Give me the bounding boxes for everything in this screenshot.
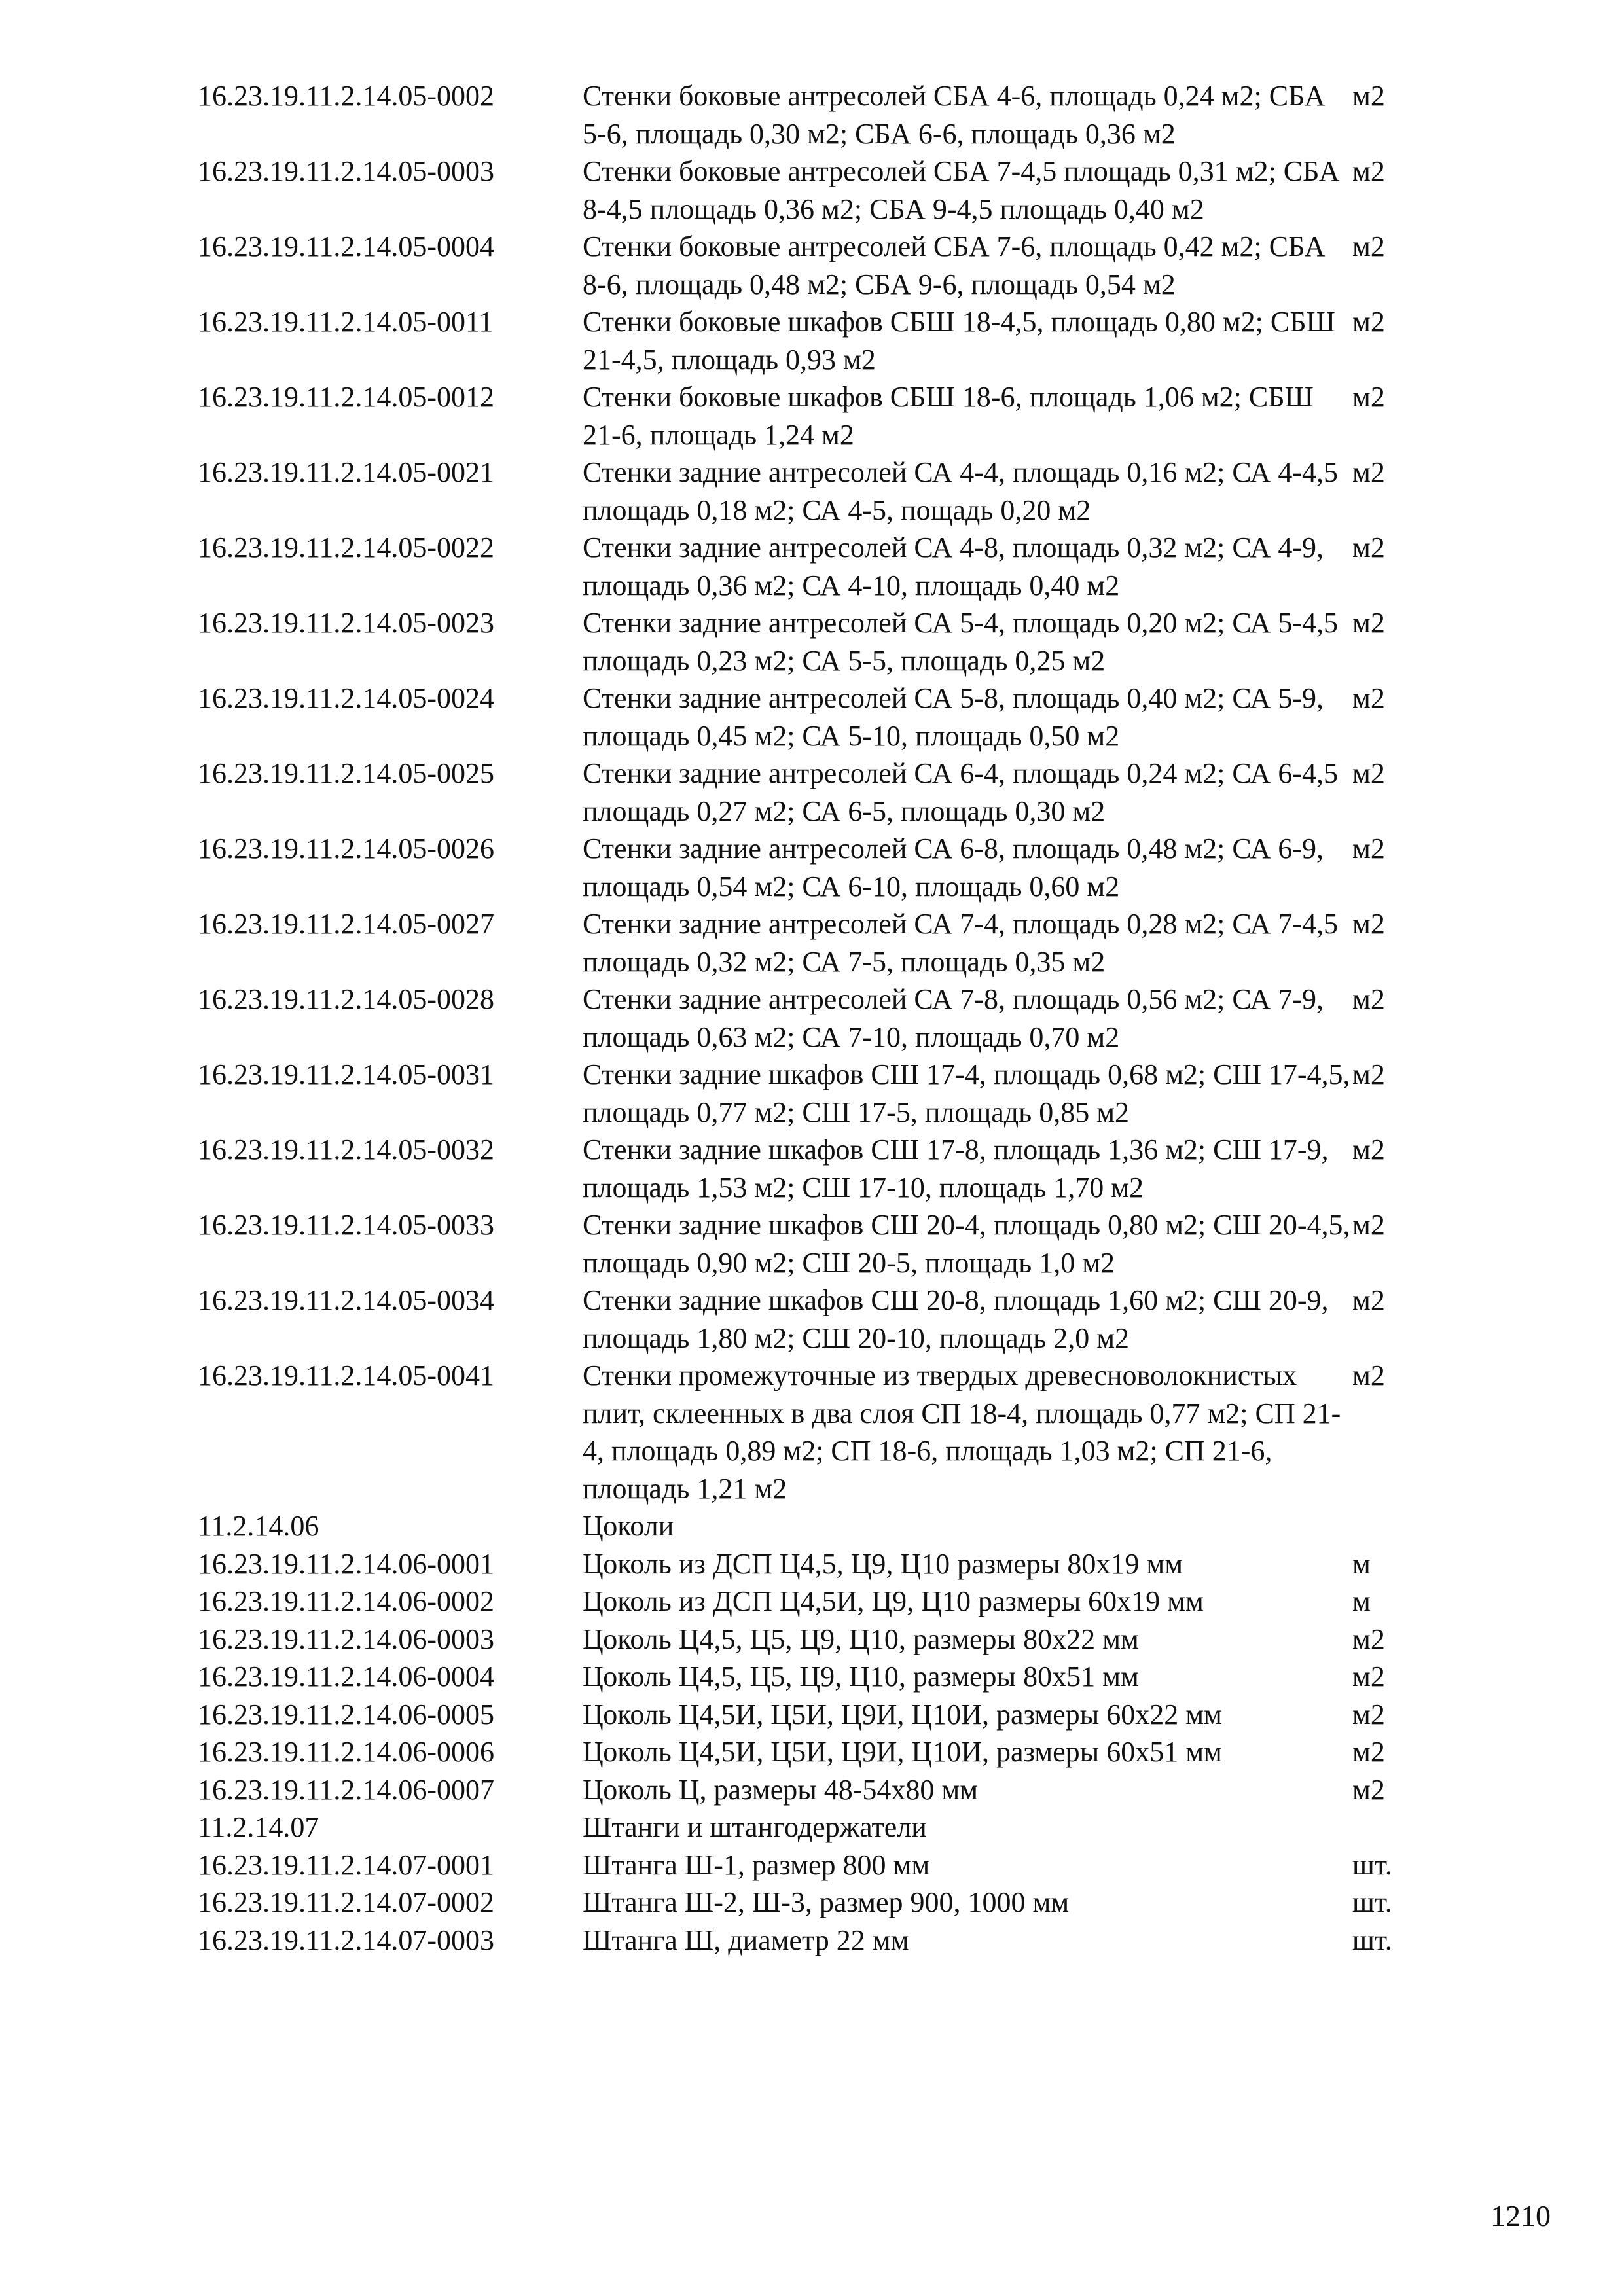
unit-cell: м2 [1352, 833, 1385, 865]
table-row [198, 1621, 1441, 1659]
table-row [198, 980, 1441, 1056]
name-cell: Стенки задние антресолей СА 6-4, площадь 0,24 м2; СА 6-4,5 площадь 0,27 м2; СА 6-5, площадь 0,30 м2 [583, 757, 1338, 827]
unit-cell: м2 [1352, 531, 1385, 564]
unit-cell: м2 [1352, 456, 1385, 488]
name-cell: Стенки задние шкафов СШ 17-8, площадь 1,36 м2; СШ 17-9, площадь 1,53 м2; СШ 17-10, площадь 1,70 м2 [583, 1134, 1329, 1204]
name-cell: Стенки задние антресолей СА 6-8, площадь 0,48 м2; СА 6-9, площадь 0,54 м2; СА 6-10, площадь 0,60 м2 [583, 833, 1324, 903]
code-cell: 16.23.19.11.2.14.05-0026 [198, 833, 495, 865]
code-cell: 16.23.19.11.2.14.06-0001 [198, 1547, 495, 1580]
table-row [198, 1507, 1441, 1545]
table-row [198, 1357, 1441, 1507]
code-cell: 16.23.19.11.2.14.05-0021 [198, 456, 495, 488]
table-row [198, 1696, 1441, 1734]
name-cell: Стенки задние антресолей СА 7-8, площадь 0,56 м2; СА 7-9, площадь 0,63 м2; СА 7-10, площадь 0,70 м2 [583, 983, 1324, 1053]
table-row [198, 228, 1441, 303]
name-cell: Штанги и штангодержатели [583, 1811, 927, 1843]
code-cell: 16.23.19.11.2.14.07-0003 [198, 1924, 495, 1956]
code-cell: 16.23.19.11.2.14.06-0002 [198, 1585, 495, 1617]
table-row [198, 529, 1441, 604]
code-cell: 16.23.19.11.2.14.05-0031 [198, 1058, 495, 1090]
code-cell: 16.23.19.11.2.14.07-0001 [198, 1848, 495, 1881]
code-cell: 16.23.19.11.2.14.06-0004 [198, 1660, 495, 1693]
name-cell: Цоколь Ц, размеры 48-54х80 мм [583, 1773, 979, 1806]
code-cell: 16.23.19.11.2.14.05-0012 [198, 381, 495, 413]
unit-cell: м2 [1352, 682, 1385, 714]
unit-cell [1352, 1808, 1441, 1846]
name-cell: Цоколь из ДСП Ц4,5, Ц9, Ц10 размеры 80х19 мм [583, 1547, 1183, 1580]
unit-cell: м2 [1352, 908, 1385, 940]
code-cell: 16.23.19.11.2.14.07-0002 [198, 1886, 495, 1918]
unit-cell: шт. [1352, 1848, 1392, 1881]
table-row [198, 1206, 1441, 1282]
unit-cell [1352, 1507, 1441, 1545]
code-cell: 16.23.19.11.2.14.05-0004 [198, 230, 495, 262]
table-row [198, 755, 1441, 830]
name-cell: Стенки боковые антресолей СБА 7-4,5 площадь 0,31 м2; СБА 8-4,5 площадь 0,36 м2; СБА 9-4,5 площадь 0,40 м2 [583, 155, 1340, 225]
code-cell: 16.23.19.11.2.14.05-0041 [198, 1359, 495, 1391]
unit-cell: м2 [1352, 80, 1385, 112]
table-row [198, 303, 1441, 378]
unit-cell: м2 [1352, 230, 1385, 262]
name-cell: Стенки задние шкафов СШ 17-4, площадь 0,68 м2; СШ 17-4,5, площадь 0,77 м2; СШ 17-5, площадь 0,85 м2 [583, 1058, 1350, 1128]
code-cell: 16.23.19.11.2.14.05-0024 [198, 682, 495, 714]
unit-cell: м2 [1352, 306, 1385, 338]
code-cell: 16.23.19.11.2.14.05-0025 [198, 757, 495, 789]
table-row [198, 1846, 1441, 1884]
table-row [198, 1545, 1441, 1583]
name-cell: Стенки задние антресолей СА 7-4, площадь 0,28 м2; СА 7-4,5 площадь 0,32 м2; СА 7-5, площадь 0,35 м2 [583, 908, 1338, 978]
name-cell: Стенки задние антресолей СА 5-8, площадь 0,40 м2; СА 5-9, площадь 0,45 м2; СА 5-10, площадь 0,50 м2 [583, 682, 1324, 752]
name-cell: Стенки боковые антресолей СБА 7-6, площадь 0,42 м2; СБА 8-6, площадь 0,48 м2; СБА 9-6, площадь 0,54 м2 [583, 230, 1326, 300]
name-cell: Стенки боковые шкафов СБШ 18-4,5, площадь 0,80 м2; СБШ 21-4,5, площадь 0,93 м2 [583, 306, 1335, 376]
table-row [198, 1733, 1441, 1771]
page-number: 1210 [1490, 2199, 1551, 2233]
name-cell: Штанга Ш-2, Ш-3, размер 900, 1000 мм [583, 1886, 1070, 1918]
table-row [198, 604, 1441, 679]
table-row [198, 679, 1441, 755]
code-cell: 16.23.19.11.2.14.05-0028 [198, 983, 495, 1015]
name-cell: Стенки задние антресолей СА 4-8, площадь 0,32 м2; СА 4-9, площадь 0,36 м2; СА 4-10, площадь 0,40 м2 [583, 531, 1324, 601]
resource-code-table [198, 77, 1441, 1959]
code-cell: 16.23.19.11.2.14.05-0011 [198, 306, 494, 338]
unit-cell: м2 [1352, 983, 1385, 1015]
code-cell: 16.23.19.11.2.14.06-0006 [198, 1736, 495, 1768]
code-cell: 16.23.19.11.2.14.05-0034 [198, 1284, 495, 1316]
unit-cell: м2 [1352, 1284, 1385, 1316]
unit-cell: м2 [1352, 1736, 1385, 1768]
code-cell: 16.23.19.11.2.14.06-0005 [198, 1698, 495, 1731]
table-row [198, 1658, 1441, 1696]
unit-cell: м2 [1352, 1623, 1385, 1655]
unit-cell: м2 [1352, 1359, 1385, 1391]
unit-cell: м2 [1352, 381, 1385, 413]
name-cell: Стенки промежуточные из твердых древесноволокнистых плит, склеенных в два слоя СП 18-4, площадь 0,77 м2; СП 21-4, площадь 0,89 м2; СП 18-6, площадь 1,03 м2; СП 21-6, площадь 1,21 м2 [583, 1359, 1341, 1505]
name-cell: Стенки задние антресолей СА 5-4, площадь 0,20 м2; СА 5-4,5 площадь 0,23 м2; СА 5-5, площадь 0,25 м2 [583, 607, 1338, 677]
table-row [198, 1771, 1441, 1809]
unit-cell: шт. [1352, 1924, 1392, 1956]
table-row [198, 1922, 1441, 1960]
name-cell: Цоколь из ДСП Ц4,5И, Ц9, Ц10 размеры 60х19 мм [583, 1585, 1204, 1617]
code-cell: 16.23.19.11.2.14.05-0033 [198, 1209, 495, 1241]
unit-cell: м2 [1352, 757, 1385, 789]
name-cell: Стенки задние шкафов СШ 20-8, площадь 1,60 м2; СШ 20-9, площадь 1,80 м2; СШ 20-10, площадь 2,0 м2 [583, 1284, 1329, 1354]
table-row [198, 1282, 1441, 1357]
table-row [198, 378, 1441, 454]
unit-cell: м2 [1352, 1058, 1385, 1090]
table-row [198, 454, 1441, 529]
name-cell: Штанга Ш-1, размер 800 мм [583, 1848, 930, 1881]
code-cell: 16.23.19.11.2.14.06-0007 [198, 1773, 495, 1806]
table-row [198, 1583, 1441, 1621]
name-cell: Цоколи [583, 1510, 674, 1542]
unit-cell: м2 [1352, 1209, 1385, 1241]
unit-cell: м [1352, 1547, 1371, 1580]
code-cell: 11.2.14.07 [198, 1811, 319, 1843]
table-row [198, 1884, 1441, 1922]
unit-cell: м2 [1352, 1134, 1385, 1166]
table-row [198, 77, 1441, 152]
unit-cell: м2 [1352, 155, 1385, 187]
code-cell: 16.23.19.11.2.14.05-0003 [198, 155, 495, 187]
name-cell: Цоколь Ц4,5И, Ц5И, Ц9И, Ц10И, размеры 60х51 мм [583, 1736, 1222, 1768]
code-cell: 11.2.14.06 [198, 1510, 319, 1542]
unit-cell: шт. [1352, 1886, 1392, 1918]
code-cell: 16.23.19.11.2.14.05-0032 [198, 1134, 495, 1166]
name-cell: Стенки задние шкафов СШ 20-4, площадь 0,80 м2; СШ 20-4,5, площадь 0,90 м2; СШ 20-5, площадь 1,0 м2 [583, 1209, 1350, 1279]
unit-cell: м [1352, 1585, 1371, 1617]
name-cell: Стенки боковые шкафов СБШ 18-6, площадь 1,06 м2; СБШ 21-6, площадь 1,24 м2 [583, 381, 1314, 451]
name-cell: Стенки боковые антресолей СБА 4-6, площадь 0,24 м2; СБА 5-6, площадь 0,30 м2; СБА 6-6, площадь 0,36 м2 [583, 80, 1326, 150]
code-cell: 16.23.19.11.2.14.05-0022 [198, 531, 495, 564]
table-row [198, 1131, 1441, 1206]
name-cell: Цоколь Ц4,5И, Ц5И, Ц9И, Ц10И, размеры 60х22 мм [583, 1698, 1222, 1731]
table-row [198, 1056, 1441, 1131]
name-cell: Штанга Ш, диаметр 22 мм [583, 1924, 909, 1956]
unit-cell: м2 [1352, 1660, 1385, 1693]
code-cell: 16.23.19.11.2.14.05-0002 [198, 80, 495, 112]
table-body [198, 77, 1441, 1959]
name-cell: Стенки задние антресолей СА 4-4, площадь 0,16 м2; СА 4-4,5 площадь 0,18 м2; СА 4-5, пощадь 0,20 м2 [583, 456, 1338, 526]
code-cell: 16.23.19.11.2.14.05-0027 [198, 908, 495, 940]
unit-cell: м2 [1352, 1698, 1385, 1731]
table-row [198, 830, 1441, 905]
code-cell: 16.23.19.11.2.14.05-0023 [198, 607, 495, 639]
unit-cell: м2 [1352, 607, 1385, 639]
table-row [198, 1808, 1441, 1846]
unit-cell: м2 [1352, 1773, 1385, 1806]
code-cell: 16.23.19.11.2.14.06-0003 [198, 1623, 495, 1655]
name-cell: Цоколь Ц4,5, Ц5, Ц9, Ц10, размеры 80х22 мм [583, 1623, 1139, 1655]
table-row [198, 152, 1441, 228]
table-row [198, 905, 1441, 980]
name-cell: Цоколь Ц4,5, Ц5, Ц9, Ц10, размеры 80х51 мм [583, 1660, 1139, 1693]
